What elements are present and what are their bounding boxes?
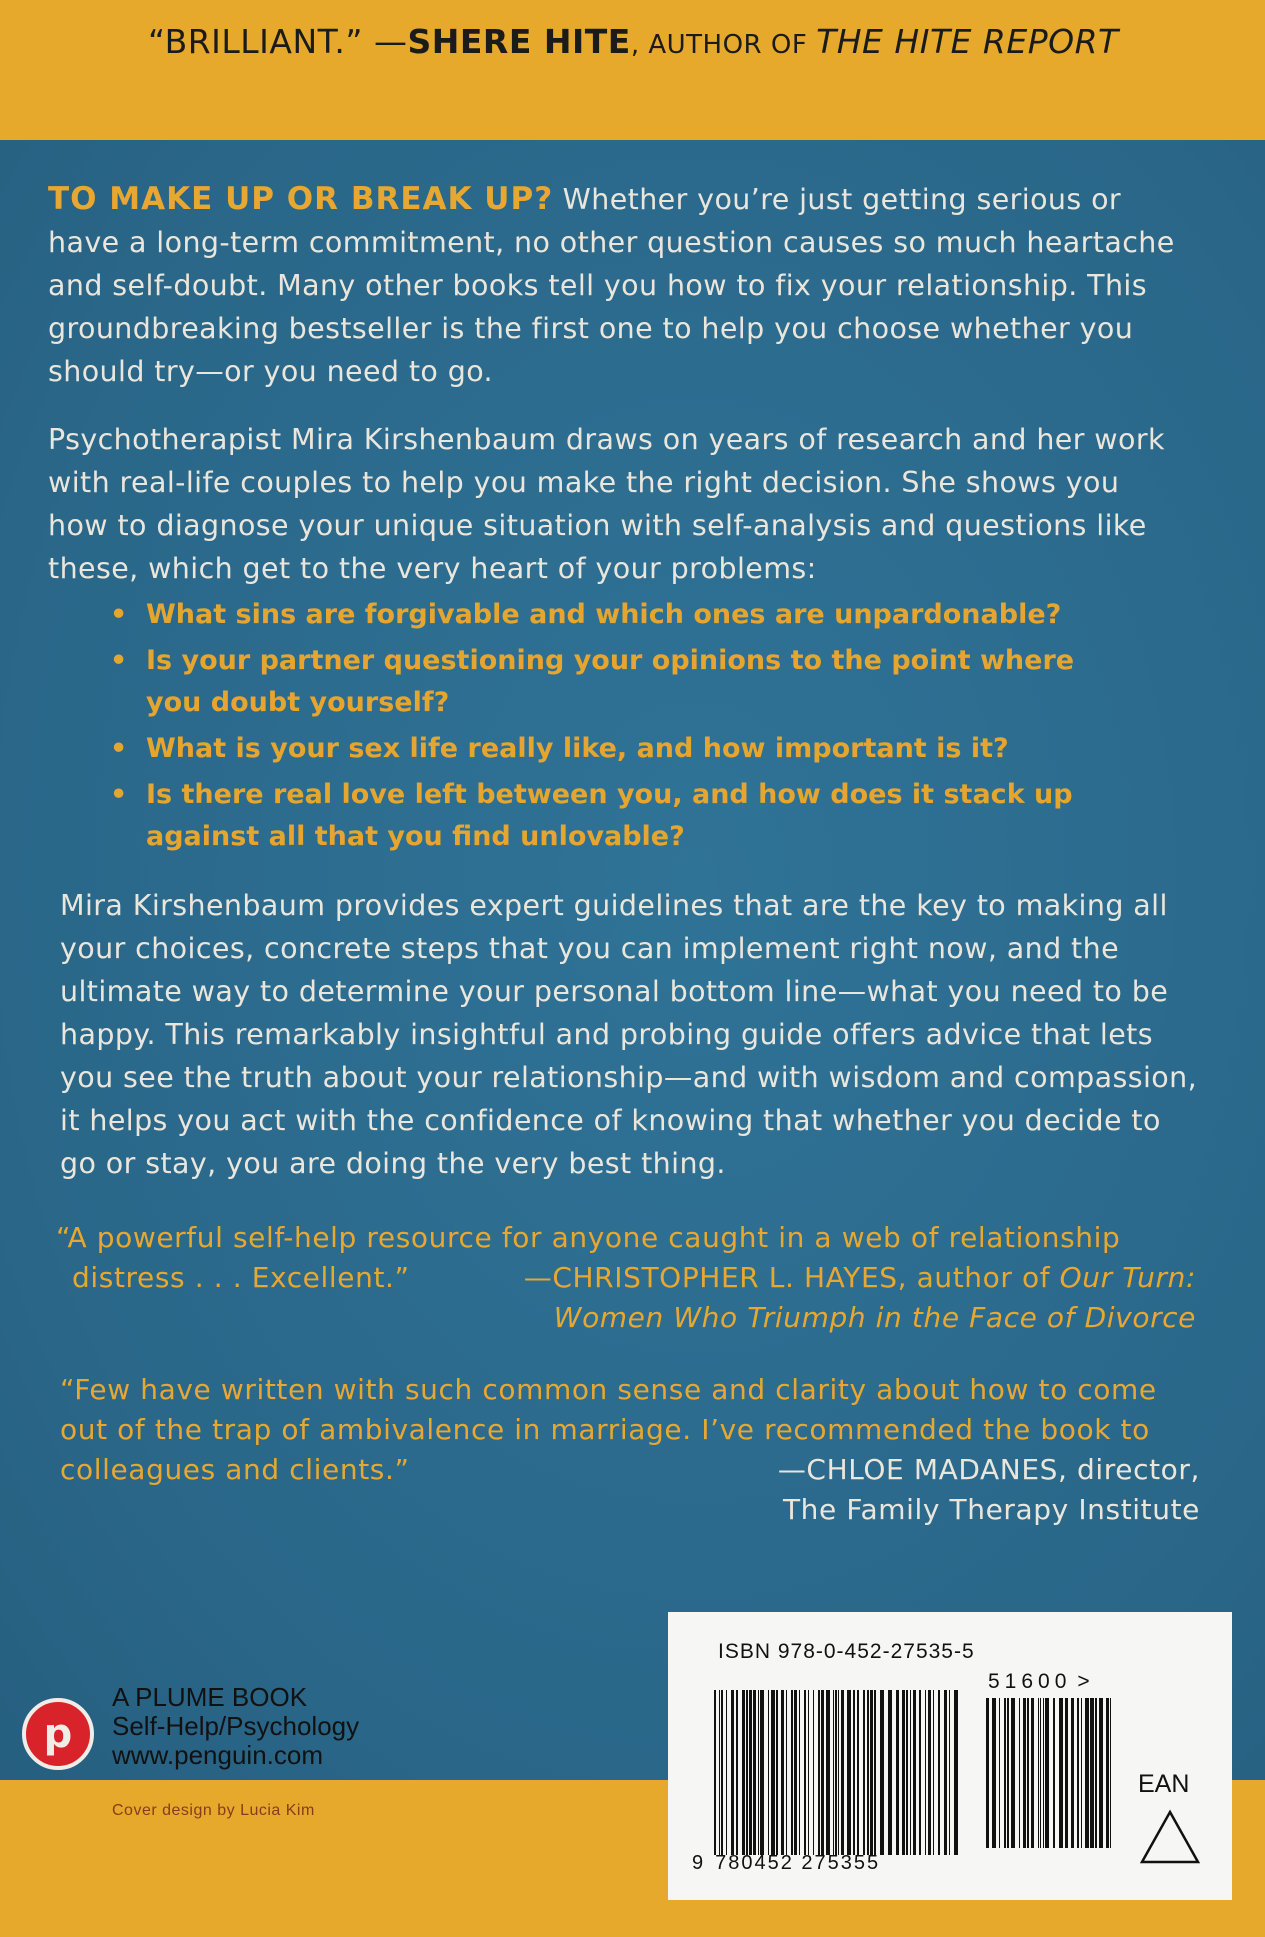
list-item-text: Is there real love left between you, and how does it stack up against all that you find unlovable? [146, 779, 1073, 852]
list-item [110, 774, 1096, 858]
bullet-icon: • [110, 599, 128, 630]
blurb-text: distress . . . Excellent.” [72, 1261, 410, 1294]
top-quote-author: SHERE HITE [407, 22, 631, 61]
blurb-org: The Family Therapy Institute [782, 1493, 1200, 1526]
barcode-lead-digit: 9 [692, 1852, 706, 1874]
logo-letter: p [43, 1711, 73, 1757]
imprint-label: A PLUME BOOK [112, 1682, 308, 1712]
list-item [110, 594, 1096, 636]
barcode-digits [692, 1852, 880, 1875]
top-quote-word: “BRILLIANT.” [148, 22, 363, 61]
description-paragraph: Psychotherapist Mira Kirshenbaum draws on years of research and her work with real-life couples to help you make the right decision. She shows you how to diagnose your unique situation with self-analysis and questions like these, which get to the very heart of your problems: [48, 423, 1165, 585]
blurb-line [56, 1258, 1196, 1298]
blurb-book-title: Our Turn: [1059, 1261, 1196, 1294]
blurb-line: “Few have written with such common sense and clarity about how to come [60, 1373, 1157, 1406]
top-quote-role: , AUTHOR OF [630, 30, 817, 60]
list-item-text: Is your partner questioning your opinions to the point where you doubt yourself? [146, 645, 1075, 718]
barcode-main-icon [714, 1690, 964, 1860]
category-label: Self-Help/Psychology [112, 1711, 360, 1741]
list-item-text: What sins are forgivable and which ones are unpardonable? [146, 599, 1062, 630]
bullet-icon: • [110, 733, 128, 764]
list-item [110, 728, 1096, 770]
list-item [110, 640, 1096, 724]
intro-headline: TO MAKE UP OR BREAK UP? [48, 181, 554, 217]
cover-credit: Cover design by Lucia Kim [112, 1802, 315, 1819]
blurb-line: “A powerful self-help resource for anyone caught in a web of relationship [56, 1221, 1121, 1254]
bullet-icon: • [110, 645, 128, 676]
list-item-text: What is your sex life really like, and how important is it? [146, 733, 1009, 764]
blurb-author: —CHRISTOPHER L. HAYES, author of [523, 1261, 1060, 1294]
blurb-line [60, 1450, 1200, 1490]
ean-triangle-icon [1138, 1808, 1202, 1866]
ean-label: EAN [1138, 1770, 1190, 1798]
penguin-logo-icon [22, 1698, 94, 1770]
intro-body: Whether you’re just getting serious or have a long-term commitment, no other question causes so much heartache and self-doubt. Many other books tell you how to fix your relationship. This groundbreaking bestseller is the first one to help you choose whether you should try—or you need to go. [48, 183, 1175, 388]
barcode-rest-digits: 780452 275355 [715, 1852, 881, 1874]
blurb-text: colleagues and clients.” [60, 1453, 410, 1486]
barcode-box [668, 1612, 1232, 1900]
intro-paragraph [48, 178, 1188, 393]
top-band [0, 0, 1265, 140]
price-code [988, 1670, 1095, 1694]
blurb-book-subtitle: Women Who Triumph in the Face of Divorce [553, 1301, 1196, 1334]
isbn-label: ISBN 978-0-452-27535-5 [718, 1640, 975, 1663]
question-list [110, 594, 1096, 862]
price-arrow: > [1077, 1670, 1095, 1693]
review-blurb-hayes [56, 1218, 1196, 1338]
blurb-author: —CHLOE MADANES, director, [777, 1453, 1200, 1486]
publisher-url: www.penguin.com [112, 1740, 323, 1770]
top-quote-title: THE HITE REPORT [816, 22, 1119, 61]
price-code-digits: 51600 [988, 1670, 1072, 1693]
publisher-info [112, 1683, 359, 1770]
review-blurb-madanes [60, 1370, 1200, 1530]
top-quote [148, 22, 1148, 61]
top-quote-dash: — [362, 22, 408, 61]
barcode-addon-icon [986, 1698, 1116, 1853]
bullet-icon: • [110, 779, 128, 810]
guidelines-paragraph: Mira Kirshenbaum provides expert guidelines that are the key to making all your choices, concrete steps that you can implement right now, and the ultimate way to determine your personal bottom line—what you need to be happy. This remarkably insightful and probing guide offers advice that lets you see the truth about your relationship—and with wisdom and compassion, it helps you act with the confidence of knowing that whether you decide to go or stay, you are doing the very best thing. [60, 889, 1198, 1180]
blurb-line: out of the trap of ambivalence in marriage. I’ve recommended the book to [60, 1413, 1150, 1446]
